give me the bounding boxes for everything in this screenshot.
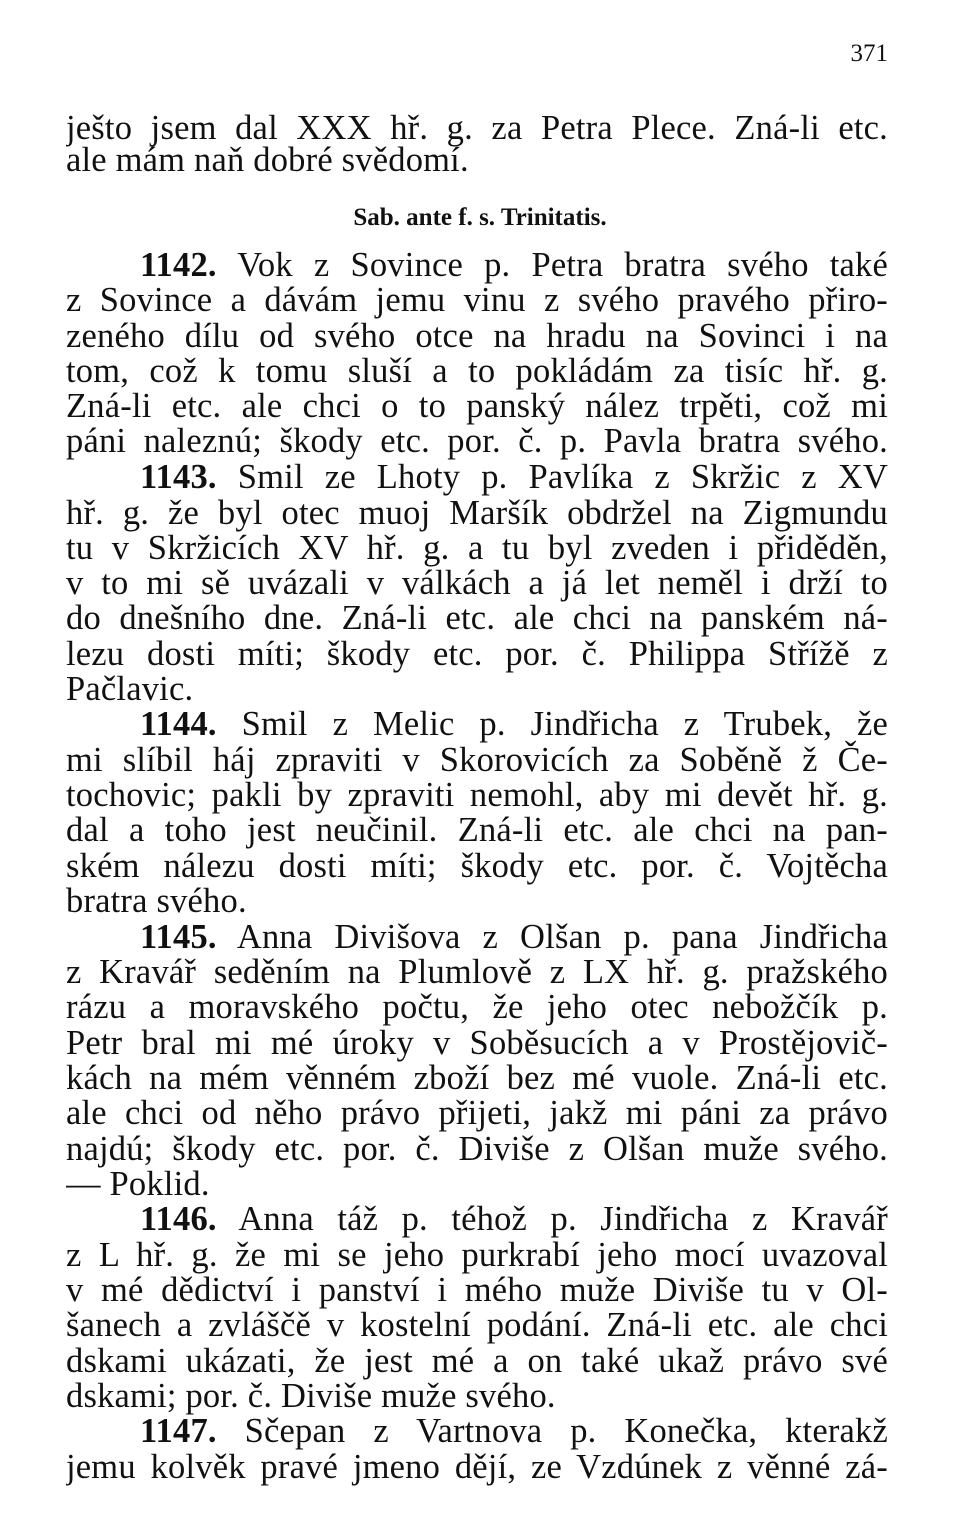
text-line: dal a toho jest neučinil. Zná-li etc. ale chci na pan-	[66, 811, 888, 849]
entry-number: 1144.	[140, 705, 217, 743]
page-number: 371	[850, 40, 888, 67]
text-line: ješto jsem dal XXX hř. g. za Petra Plece. Zná-li etc.	[66, 109, 888, 147]
text-line: z Sovince a dávám jemu vinu z svého pravého přiro-	[66, 281, 888, 319]
entry-first-line	[140, 1411, 888, 1451]
entry-number: 1143.	[140, 458, 217, 496]
entry-number: 1145.	[140, 918, 217, 956]
text-line: v mé dědictví i panství i mého muže Diviše tu v Ol-	[66, 1271, 888, 1309]
entry-text: Vok z Sovince p. Petra bratra svého také	[237, 246, 888, 284]
text-line: ale chci od něho právo přijeti, jakž mi páni za právo	[66, 1094, 888, 1132]
text-line: najdú; škody etc. por. č. Diviše z Olšan muže svého.	[66, 1130, 888, 1168]
text-line: tom, což k tomu sluší a to pokládám za tisíc hř. g.	[66, 352, 888, 390]
entry-text: Anna táž p. téhož p. Jindřicha z Kravář	[238, 1200, 888, 1238]
text-line: bratra svého.	[66, 882, 247, 920]
text-line: jemu kolvěk pravé jmeno dějí, ze Vzdúnek z věnné zá-	[66, 1448, 888, 1486]
text-line: ale mám naň dobré svědomí.	[66, 141, 469, 179]
entry-number: 1147.	[140, 1412, 217, 1450]
text-line: lezu dosti míti; škody etc. por. č. Philippa Střížě z	[66, 635, 888, 673]
text-line: z Kravář seděním na Plumlově z LX hř. g. pražského	[66, 953, 888, 991]
text-line: v to mi sě uvázali v válkách a já let neměl i drží to	[66, 564, 888, 602]
text-line: tochovic; pakli by zpraviti nemohl, aby mi devět hř. g.	[66, 776, 888, 814]
text-line: rázu a moravského počtu, že jeho otec nebožčík p.	[66, 988, 888, 1026]
text-line: kách na mém věnném zboží bez mé vuole. Zná-li etc.	[66, 1059, 888, 1097]
text-line: hř. g. že byl otec muoj Maršík obdržel na Zigmundu	[66, 494, 888, 532]
entry-text: Smil z Melic p. Jindřicha z Trubek, že	[241, 705, 888, 743]
text-line: dskami ukázati, že jest mé a on také ukaž právo své	[66, 1342, 888, 1380]
entry-first-line	[140, 457, 888, 497]
text-line: tu v Skržicích XV hř. g. a tu byl zveden i přiděděn,	[66, 529, 888, 567]
text-line: Zná-li etc. ale chci o to panský nález trpěti, což mi	[66, 387, 888, 425]
text-line: zeného dílu od svého otce na hradu na Sovinci i na	[66, 317, 888, 355]
text-line: do dnešního dne. Zná-li etc. ale chci na panském ná-	[66, 599, 888, 637]
text-line: ském nálezu dosti míti; škody etc. por. č. Vojtěcha	[66, 847, 888, 885]
text-line: páni naleznú; škody etc. por. č. p. Pavla bratra svého.	[66, 422, 888, 460]
text-line: Pačlavic.	[66, 670, 194, 708]
entry-first-line	[140, 245, 888, 285]
entry-first-line	[140, 917, 888, 957]
entry-text: Sčepan z Vartnova p. Konečka, kterakž	[244, 1412, 888, 1450]
text-line: šanech a zvláščě v kostelní podání. Zná-li etc. ale chci	[66, 1306, 888, 1344]
entry-text: Anna Divišova z Olšan p. pana Jindřicha	[236, 918, 888, 956]
text-line: dskami; por. č. Diviše muže svého.	[66, 1377, 556, 1415]
text-line: Petr bral mi mé úroky v Soběsucích a v Prostějovič-	[66, 1024, 888, 1062]
section-heading: Sab. ante f. s. Trinitatis.	[353, 204, 607, 231]
entry-number: 1142.	[140, 246, 217, 284]
entry-first-line	[140, 704, 888, 744]
text-line: z L hř. g. že mi se jeho purkrabí jeho mocí uvazoval	[66, 1236, 888, 1274]
entry-number: 1146.	[140, 1200, 217, 1238]
entry-first-line	[140, 1199, 888, 1239]
entry-text: Smil ze Lhoty p. Pavlíka z Skržic z XV	[237, 458, 888, 496]
text-line: — Poklid.	[66, 1165, 210, 1203]
text-line: mi slíbil háj zpraviti v Skorovicích za Soběně ž Če-	[66, 741, 888, 779]
